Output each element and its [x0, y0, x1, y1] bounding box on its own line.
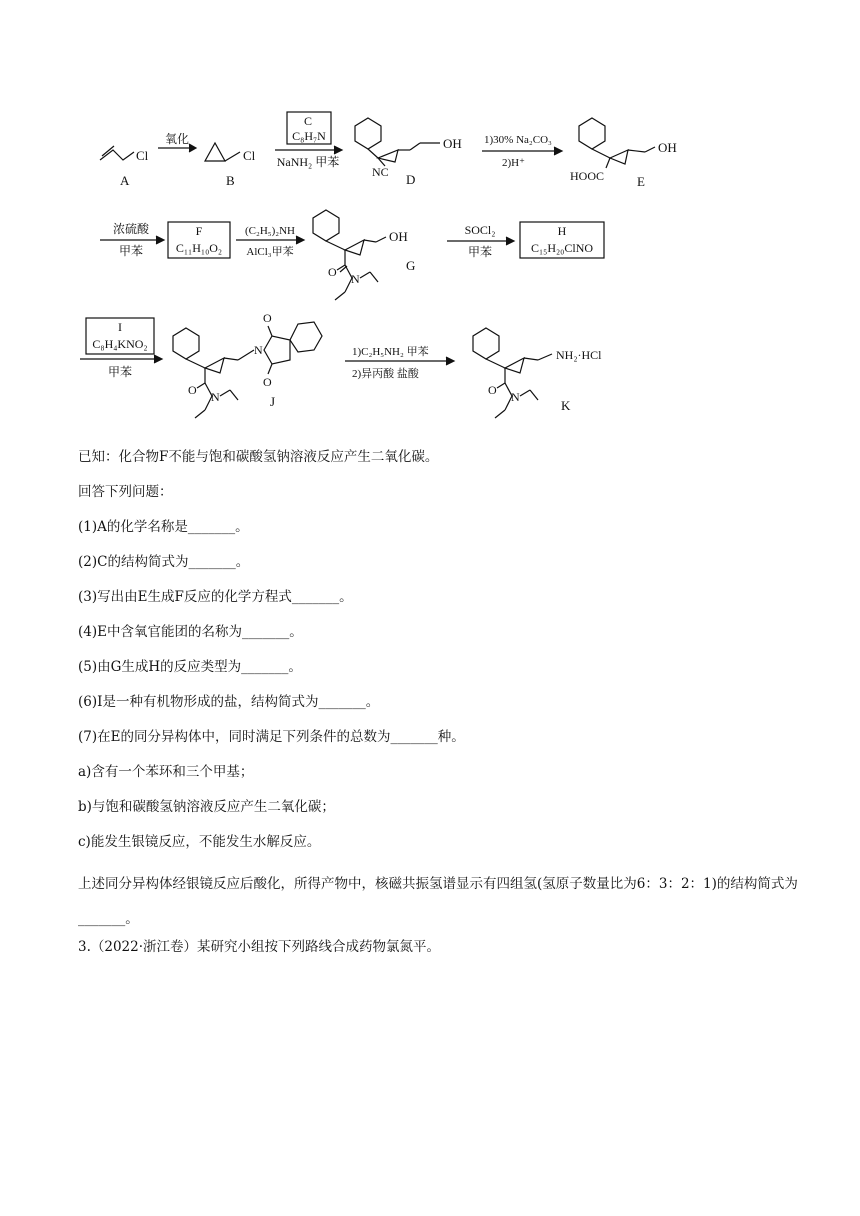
boxF-line2: C₁₁H₁₀O₂ — [175, 241, 223, 255]
label-D: D — [406, 172, 416, 187]
condition-b: b)与饱和碳酸氢钠溶液反应产生二氧化碳； — [78, 799, 335, 815]
boxH-line2: C₁₅H₂₀ClNO — [530, 241, 594, 255]
oh-G: OH — [389, 229, 408, 244]
boxH-line1: H — [557, 224, 567, 238]
compound-D — [355, 118, 440, 166]
arrow3-bottom: 2)H⁺ — [502, 157, 525, 169]
compound-E — [579, 118, 655, 168]
question-7: (7)在E的同分异构体中，同时满足下列条件的总数为_______种。 — [78, 729, 465, 745]
compound-G — [313, 210, 386, 300]
oh-D: OH — [443, 136, 462, 151]
condition-a: a)含有一个苯环和三个甲基； — [78, 764, 254, 780]
boxI-line2: C₈H₄KNO₂ — [92, 337, 148, 351]
cl-A: Cl — [136, 148, 149, 163]
compound-J — [173, 322, 322, 418]
n-G: N — [351, 272, 360, 286]
arrow6-top: SOCl₂ — [464, 223, 496, 237]
compound-K — [473, 328, 552, 418]
arrow2-bottom: NaNH₂ 甲苯 — [276, 155, 340, 169]
question-6: (6)I是一种有机物形成的盐，结构简式为_______。 — [78, 694, 380, 710]
synthesis-scheme — [0, 0, 860, 440]
label-K: K — [561, 398, 571, 413]
final-question: 上述同分异构体经银镜反应后酸化，所得产物中，核磁共振氢谱显示有四组氢(氢原子数量比为6：3：2：1)的结构简式为_______。 — [78, 876, 798, 927]
o-G: O — [328, 265, 337, 279]
o-J3: O — [188, 383, 197, 397]
question-text — [78, 447, 798, 972]
compound-B — [205, 143, 240, 161]
cl-B: Cl — [243, 148, 256, 163]
label-J: J — [270, 394, 276, 409]
condition-c: c)能发生银镜反应，不能发生水解反应。 — [78, 834, 321, 850]
label-A: A — [120, 173, 130, 188]
known-condition: 已知：化合物F不能与饱和碳酸氢钠溶液反应产生二氧化碳。 — [78, 449, 439, 465]
arrow4-top: 浓硫酸 — [112, 222, 150, 236]
arrow8-top: 1)C₂H₅NH₂ 甲苯 — [352, 346, 429, 358]
question-2: (2)C的结构简式为_______。 — [78, 554, 250, 570]
arrow6-bottom: 甲苯 — [467, 245, 493, 259]
o-K: O — [488, 383, 497, 397]
arrow3-top: 1)30% Na₂CO₃ — [484, 134, 552, 146]
boxC-line1: C — [303, 114, 313, 128]
n-J1: N — [254, 343, 263, 357]
boxC-line2: C₈H₇N — [292, 129, 326, 143]
n-J2: N — [211, 390, 220, 404]
o-J1: O — [263, 311, 272, 325]
arrow4-bottom: 甲苯 — [118, 244, 144, 258]
label-G: G — [406, 258, 416, 273]
o-J2: O — [263, 375, 272, 389]
hooc-E: HOOC — [570, 169, 605, 183]
question-4: (4)E中含氧官能团的名称为_______。 — [78, 624, 303, 640]
compound-A — [100, 146, 134, 160]
boxI-line1: I — [118, 320, 122, 334]
nc-D: NC — [372, 165, 389, 179]
next-question: 3.（2022·浙江卷）某研究小组按下列路线合成药物氯氮平。 — [78, 939, 441, 955]
question-5: (5)由G生成H的反应类型为_______。 — [78, 659, 302, 675]
oh-E: OH — [658, 140, 677, 155]
arrow5-top: (C₂H₅)₂NH — [245, 225, 295, 237]
arrow8-bottom: 2)异丙酸 盐酸 — [352, 368, 419, 380]
answer-prompt: 回答下列问题： — [78, 484, 173, 500]
label-E: E — [637, 174, 645, 189]
label-B: B — [226, 173, 235, 188]
arrow5-bottom: AlCl₃甲苯 — [246, 246, 294, 258]
n-K: N — [511, 390, 520, 404]
nh2-K: NH₂·HCl — [556, 348, 602, 362]
arrow1-top: 氧化 — [165, 132, 190, 146]
question-1: (1)A的化学名称是_______。 — [78, 519, 249, 535]
arrow7-bottom: 甲苯 — [107, 365, 133, 379]
question-3: (3)写出由E生成F反应的化学方程式_______。 — [78, 589, 353, 605]
boxF-line1: F — [195, 224, 203, 238]
